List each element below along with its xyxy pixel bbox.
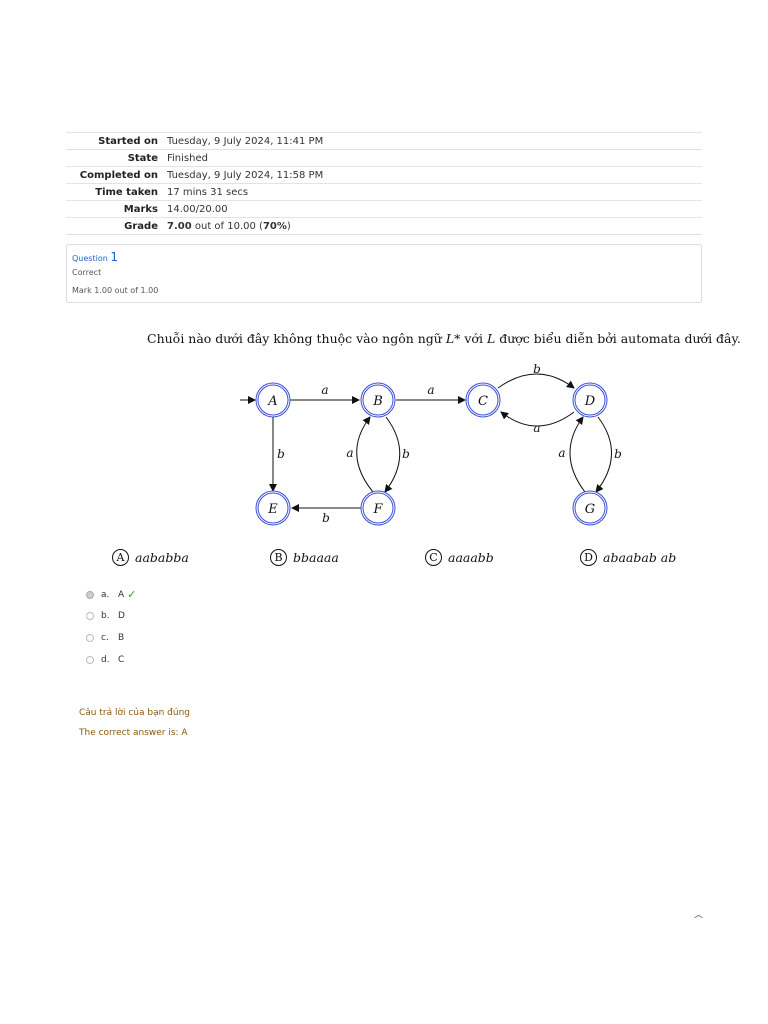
answer-value: D (118, 611, 125, 621)
choice-b (270, 549, 339, 566)
edge-label: a (558, 446, 566, 460)
summary-label: Grade (124, 220, 158, 232)
radio-icon[interactable] (86, 634, 94, 642)
state-label: E (268, 502, 278, 517)
choice-letter: D (580, 549, 597, 566)
answer-option-c[interactable] (86, 633, 124, 643)
edge-label: a (321, 383, 329, 397)
summary-label: Completed on (79, 169, 158, 181)
question-prefix: Question (72, 254, 108, 263)
answer-option-b[interactable] (86, 611, 125, 621)
grade-mid: out of 10.00 ( (191, 220, 263, 232)
checkmark-icon: ✓ (127, 588, 137, 601)
answer-label: c. (101, 633, 109, 643)
choice-d (580, 549, 676, 566)
summary-value: Tuesday, 9 July 2024, 11:58 PM (167, 169, 324, 181)
summary-value: Tuesday, 9 July 2024, 11:41 PM (167, 135, 324, 147)
edge-label: a (346, 446, 354, 460)
choice-c (425, 549, 494, 566)
state-label: G (584, 502, 596, 517)
state-d (573, 383, 607, 417)
summary-value: 14.00/20.00 (167, 203, 228, 215)
edge-f-b (357, 417, 373, 492)
back-to-top-chevron-icon[interactable]: ^ (692, 913, 706, 926)
feedback-result: Câu trả lời của bạn đúng (79, 708, 190, 718)
radio-selected-icon[interactable] (86, 591, 94, 599)
answer-label: d. (101, 655, 110, 665)
question-state: Correct (72, 268, 102, 277)
summary-value: Finished (167, 152, 208, 164)
choice-word: aababba (135, 550, 189, 565)
radio-icon[interactable] (86, 656, 94, 664)
question-text-mid: với (460, 331, 487, 346)
language-l: L (486, 331, 496, 346)
radio-icon[interactable] (86, 612, 94, 620)
edge-b-f (385, 417, 400, 492)
choice-letter: B (270, 549, 287, 566)
answer-value: C (118, 655, 125, 665)
choice-a (112, 549, 189, 566)
question-text-start: Chuỗi nào dưới đây không thuộc vào ngôn ngữ (147, 331, 446, 346)
choice-word: aaaabb (448, 550, 494, 565)
edge-d-g (596, 417, 612, 492)
choice-word: bbaaaa (293, 550, 339, 565)
state-label: C (478, 394, 488, 409)
edge-label: b (322, 511, 330, 525)
state-f (361, 491, 395, 525)
state-label: D (584, 394, 596, 409)
answer-label: b. (101, 611, 110, 621)
grade-score: 7.00 (167, 220, 192, 232)
choice-word: abaabab ab (603, 550, 677, 565)
answer-option-d[interactable] (86, 655, 124, 665)
answer-value: B (118, 633, 125, 643)
edge-label: b (614, 447, 622, 461)
question-number-value: 1 (110, 250, 118, 264)
summary-label: State (127, 152, 158, 164)
question-text-end: được biểu diễn bởi automata dưới đây. (495, 331, 741, 346)
edge-c-d (498, 374, 574, 388)
state-label: B (373, 394, 383, 409)
grade-percent: 70% (262, 220, 287, 232)
edge-g-d (570, 417, 585, 492)
state-label: A (268, 394, 278, 409)
edge-label: b (402, 447, 410, 461)
feedback-correct-answer: The correct answer is: A (79, 728, 188, 738)
answer-option-a[interactable] (86, 588, 136, 601)
edge-label: b (277, 447, 285, 461)
language-l-star: L* (445, 331, 461, 346)
summary-value: 17 mins 31 secs (167, 186, 249, 198)
choice-letter: A (112, 549, 129, 566)
edge-label: a (427, 383, 435, 397)
state-g (573, 491, 607, 525)
answer-value: A (118, 589, 125, 600)
state-c (466, 383, 500, 417)
grade-end: ) (286, 220, 291, 232)
question-mark: Mark 1.00 out of 1.00 (72, 286, 159, 295)
summary-label: Time taken (95, 186, 158, 198)
choice-letter: C (425, 549, 442, 566)
state-a (256, 383, 290, 417)
edge-label: b (533, 362, 541, 376)
edge-label: a (533, 421, 541, 435)
summary-label: Marks (123, 203, 158, 215)
answer-label: a. (101, 589, 110, 600)
summary-label: Started on (98, 135, 158, 147)
state-b (361, 383, 395, 417)
state-label: F (373, 502, 383, 517)
state-e (256, 491, 290, 525)
